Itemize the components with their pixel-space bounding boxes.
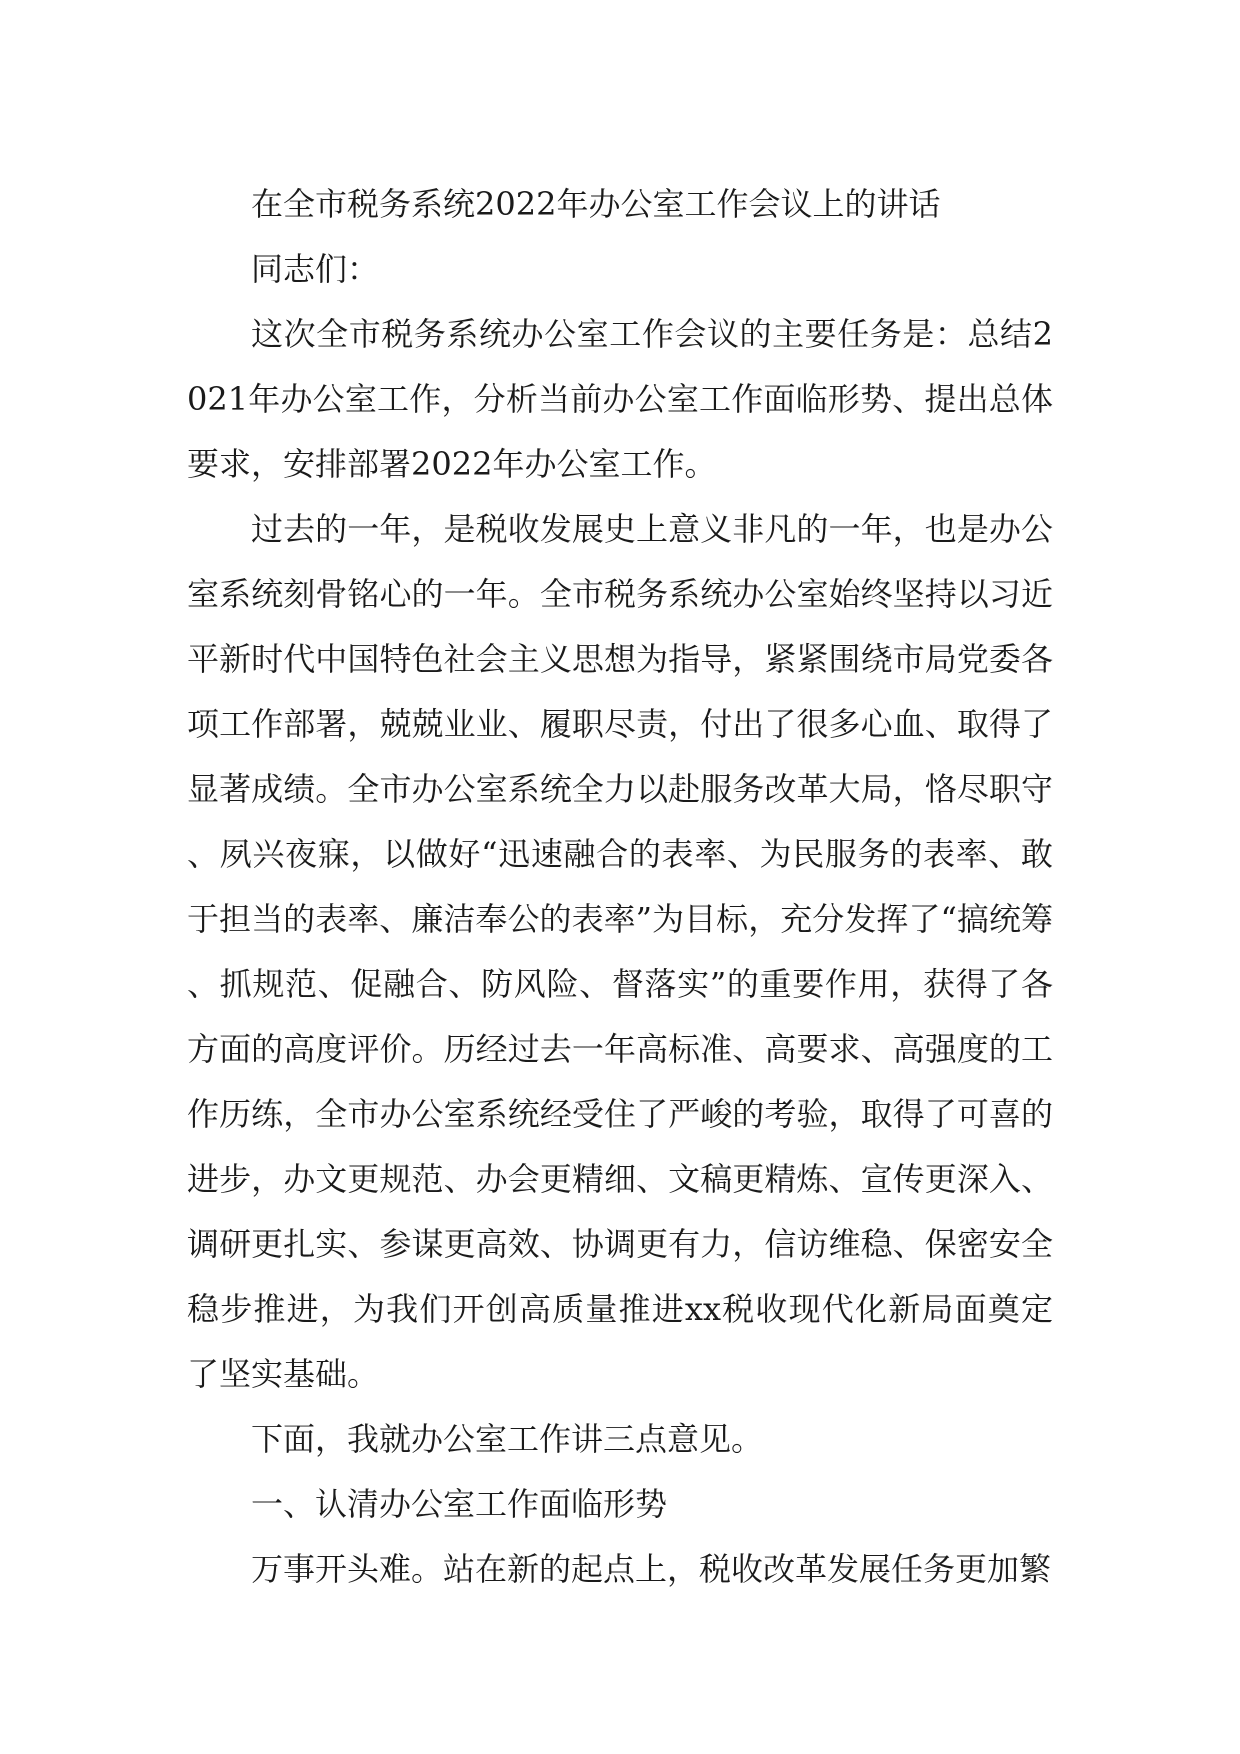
document-title: 在全市税务系统2022年办公室工作会议上的讲话 [251,185,941,223]
paragraph-section-1: 万事开头难。站在新的起点上，税收改革发展任务更加繁 [251,1550,1052,1588]
paragraph-transition: 下面，我就办公室工作讲三点意见。 [251,1420,764,1458]
paragraph-review: 过去的一年，是税收发展史上意义非凡的一年，也是办公室系统刻骨铭心的一年。全市税务系统办公室始终坚持以习近平新时代中国特色社会主义思想为指导，紧紧围绕市局党委各项工作部署，兢兢业业、履职尽责，付出了很多心血、取得了显著成绩。全市办公室系统全力以赴服务改革大局，恪尽职守、夙兴夜寐，以做好“迅速融合的表率、为民服务的表率、敢于担当的表率、廉洁奉公的表率”为目标，充分发挥了“搞统筹、抓规范、促融合、防风险、督落实”的重要作用，获得了各方面的高度评价。历经过去一年高标准、高要求、高强度的工作历练，全市办公室系统经受住了严峻的考验，取得了可喜的进步，办文更规范、办会更精细、文稿更精炼、宣传更深入、调研更扎实、参谋更高效、协调更有力，信访维稳、保密安全稳步推进，为我们开创高质量推进xx税收现代化新局面奠定了坚实基础。 [187,510,1053,1393]
document-body [187,172,1053,1602]
salutation: 同志们： [251,250,380,288]
section-heading-1: 一、认清办公室工作面临形势 [251,1485,668,1523]
paragraph-intro: 这次全市税务系统办公室工作会议的主要任务是：总结2021年办公室工作，分析当前办公室工作面临形势、提出总体要求，安排部署2022年办公室工作。 [187,315,1053,483]
